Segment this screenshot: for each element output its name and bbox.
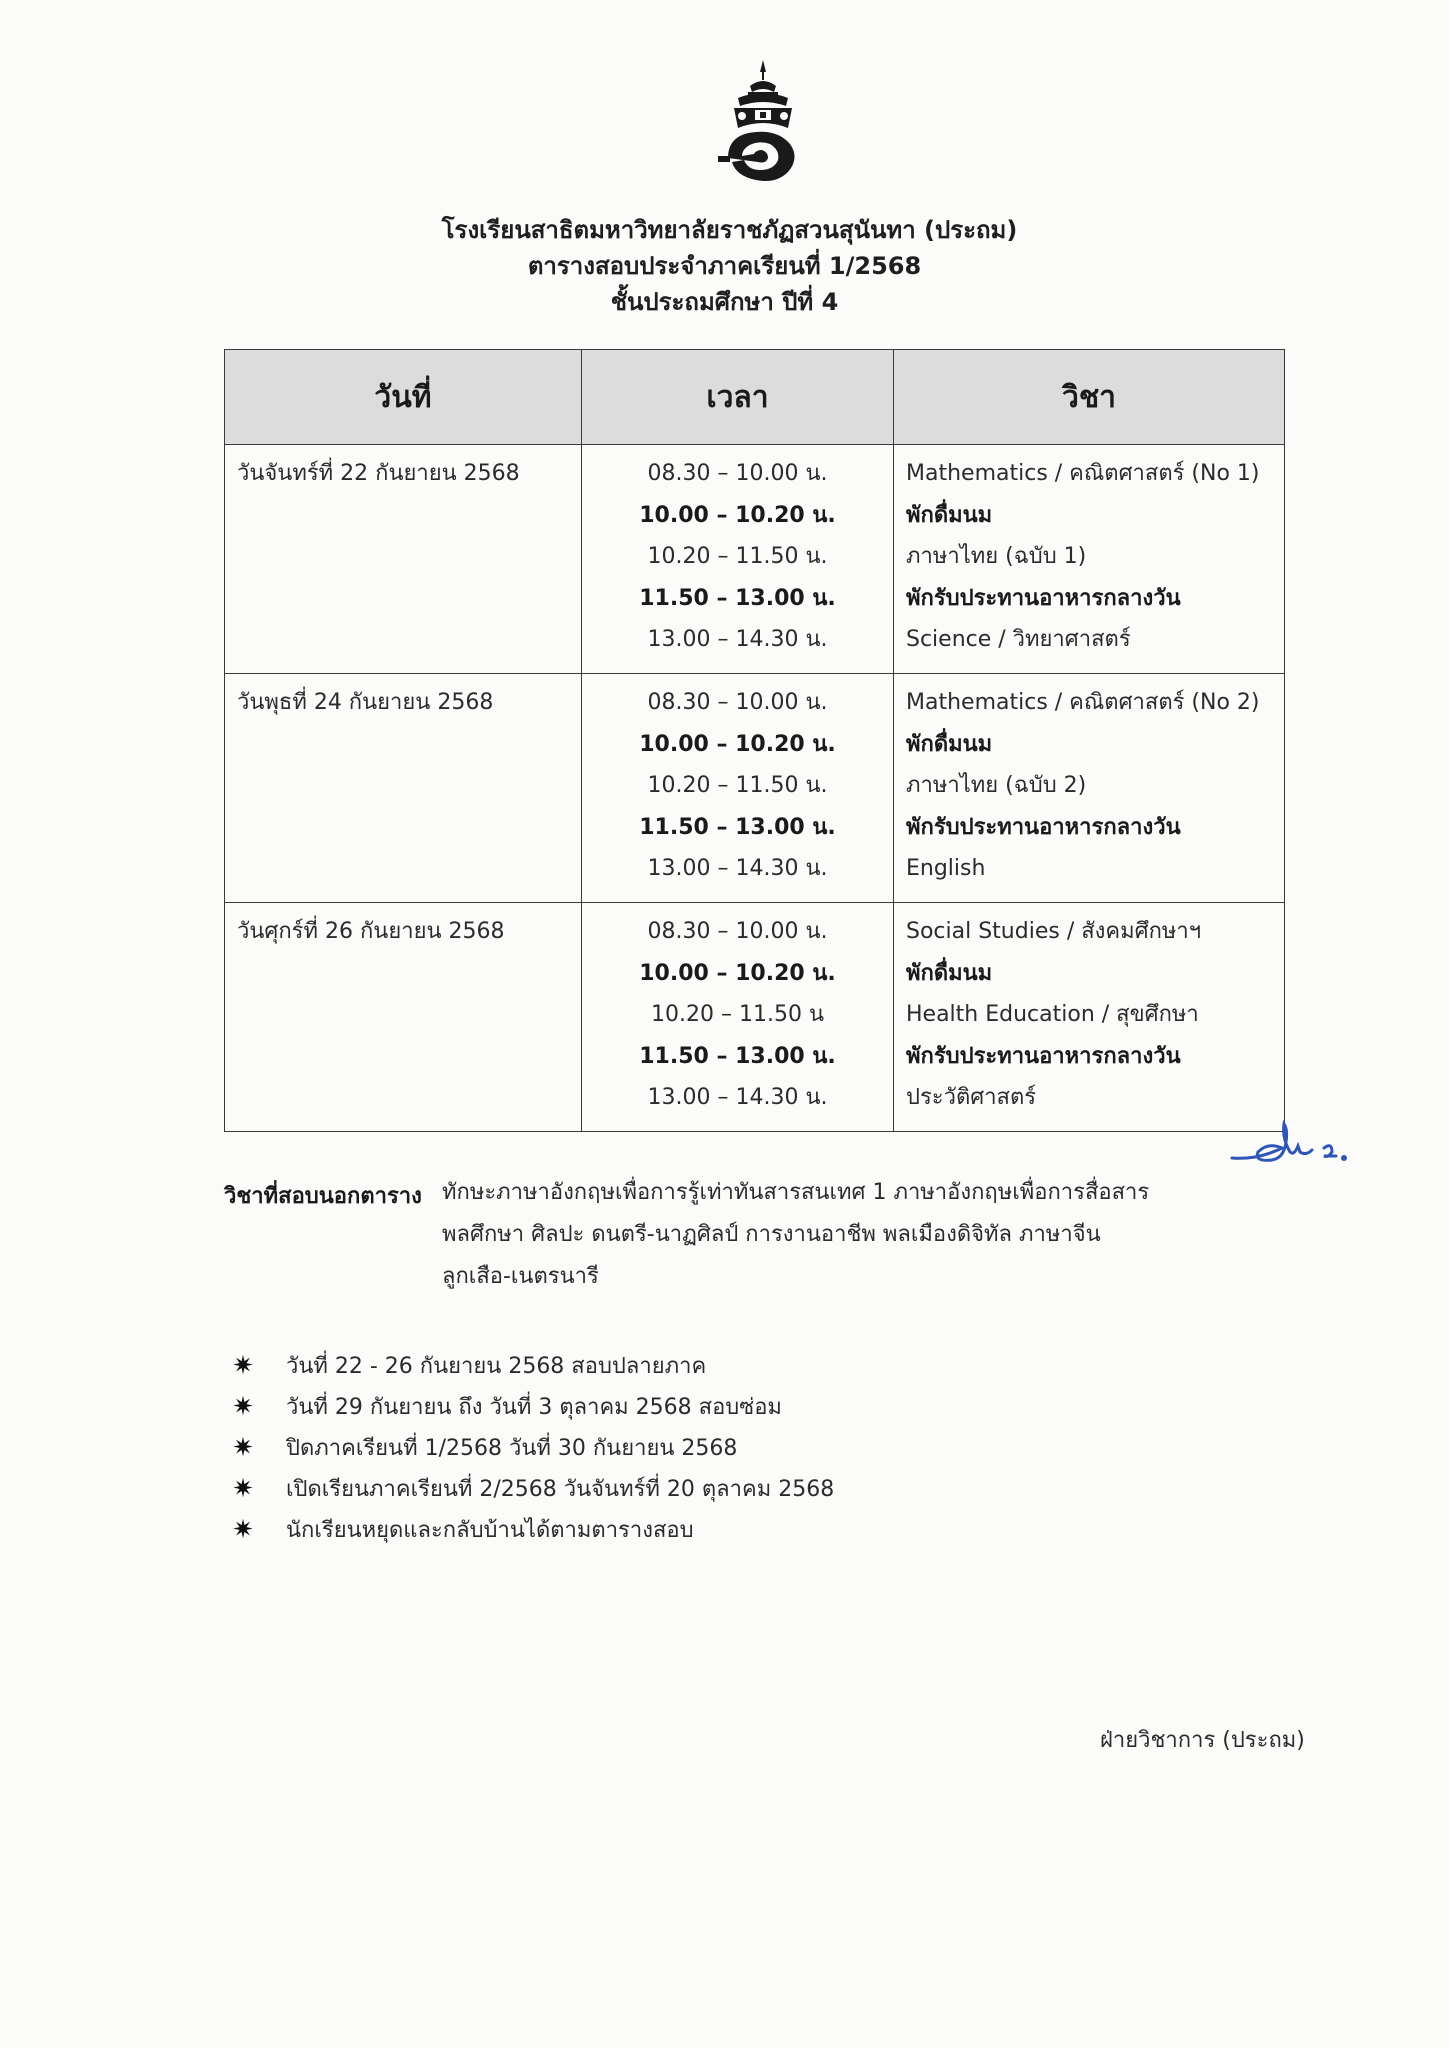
time-slot: 08.30 – 10.00 น.	[647, 919, 828, 944]
list-item	[228, 1387, 834, 1428]
note-text: วันที่ 22 - 26 กันยายน 2568 สอบปลายภาค	[286, 1354, 707, 1379]
table-header-row	[225, 350, 1285, 445]
time-slot: 10.20 – 11.50 น.	[647, 773, 828, 798]
list-item	[228, 1428, 834, 1469]
school-name: โรงเรียนสาธิตมหาวิทยาลัยราชภัฏสวนสุนันทา (ประถม)	[441, 216, 1018, 244]
subject: Health Education / สุขศึกษา	[906, 1002, 1199, 1027]
time-slot: 13.00 – 14.30 น.	[647, 856, 828, 881]
subject-cell	[894, 445, 1285, 674]
subject: ภาษาไทย (ฉบับ 1)	[906, 544, 1087, 569]
school-emblem-icon	[708, 58, 818, 198]
time-cell	[582, 674, 894, 903]
time-slot: 11.50 – 13.00 น.	[639, 814, 836, 840]
star-bullet-icon: ✷	[232, 1392, 254, 1422]
subject: Mathematics / คณิตศาสตร์ (No 2)	[906, 690, 1260, 715]
time-slot: 13.00 – 14.30 น.	[647, 627, 828, 652]
star-bullet-icon: ✷	[232, 1433, 254, 1463]
exam-schedule-table	[224, 349, 1285, 1132]
subject: English	[906, 856, 986, 881]
list-item	[228, 1510, 834, 1551]
time-slot: 11.50 – 13.00 น.	[639, 1043, 836, 1069]
time-slot: 10.00 – 10.20 น.	[639, 502, 836, 528]
list-item	[228, 1346, 834, 1387]
exam-date: วันศุกร์ที่ 26 กันยายน 2568	[225, 903, 582, 1132]
column-header-date: วันที่	[225, 350, 582, 445]
note-text: ปิดภาคเรียนที่ 1/2568 วันที่ 30 กันยายน 2568	[286, 1436, 738, 1461]
star-bullet-icon: ✷	[232, 1474, 254, 1504]
handwritten-signature	[1228, 1112, 1368, 1172]
time-slot: 10.20 – 11.50 น	[651, 1002, 824, 1027]
grade-level: ชั้นประถมศึกษา ปีที่ 4	[610, 288, 839, 316]
note-text: เปิดเรียนภาคเรียนที่ 2/2568 วันจันทร์ที่ 20 ตุลาคม 2568	[286, 1477, 835, 1502]
subject: Social Studies / สังคมศึกษาฯ	[906, 919, 1202, 944]
schedule-title: ตารางสอบประจำภาคเรียนที่ 1/2568	[527, 252, 922, 280]
table-row	[225, 445, 1285, 674]
table-row	[225, 903, 1285, 1132]
extra-subjects-line: ลูกเสือ-เนตรนารี	[442, 1264, 599, 1289]
time-slot: 10.20 – 11.50 น.	[647, 544, 828, 569]
subject: Science / วิทยาศาสตร์	[906, 627, 1131, 652]
break-label: พักดื่มนม	[906, 960, 993, 986]
extra-subjects-line: พลศึกษา ศิลปะ ดนตรี-นาฏศิลป์ การงานอาชีพ พลเมืองดิจิทัล ภาษาจีน	[442, 1222, 1101, 1247]
time-slot: 10.00 – 10.20 น.	[639, 960, 836, 986]
list-item	[228, 1469, 834, 1510]
exam-date: วันจันทร์ที่ 22 กันยายน 2568	[225, 445, 582, 674]
extra-subjects-line: ทักษะภาษาอังกฤษเพื่อการรู้เท่าทันสารสนเทศ 1 ภาษาอังกฤษเพื่อการสื่อสาร	[442, 1180, 1150, 1205]
time-slot: 08.30 – 10.00 น.	[647, 461, 828, 486]
column-header-subject: วิชา	[894, 350, 1285, 445]
notes-list	[228, 1346, 834, 1551]
time-cell	[582, 445, 894, 674]
subject: ภาษาไทย (ฉบับ 2)	[906, 773, 1087, 798]
time-slot: 11.50 – 13.00 น.	[639, 585, 836, 611]
document-header	[0, 212, 1449, 320]
subject-cell	[894, 674, 1285, 903]
break-label: พักดื่มนม	[906, 731, 993, 757]
note-text: นักเรียนหยุดและกลับบ้านได้ตามตารางสอบ	[286, 1518, 694, 1543]
subject: Mathematics / คณิตศาสตร์ (No 1)	[906, 461, 1260, 486]
star-bullet-icon: ✷	[232, 1351, 254, 1381]
time-cell	[582, 903, 894, 1132]
time-slot: 08.30 – 10.00 น.	[647, 690, 828, 715]
exam-date: วันพุธที่ 24 กันยายน 2568	[225, 674, 582, 903]
subject-cell	[894, 903, 1285, 1132]
department-name: ฝ่ายวิชาการ (ประถม)	[1100, 1728, 1305, 1753]
break-label: พักดื่มนม	[906, 502, 993, 528]
subject: ประวัติศาสตร์	[906, 1085, 1037, 1110]
note-text: วันที่ 29 กันยายน ถึง วันที่ 3 ตุลาคม 2568 สอบซ่อม	[286, 1395, 782, 1420]
time-slot: 13.00 – 14.30 น.	[647, 1085, 828, 1110]
break-label: พักรับประทานอาหารกลางวัน	[906, 814, 1181, 840]
extra-subjects-label: วิชาที่สอบนอกตาราง	[224, 1184, 422, 1209]
time-slot: 10.00 – 10.20 น.	[639, 731, 836, 757]
break-label: พักรับประทานอาหารกลางวัน	[906, 585, 1181, 611]
table-row	[225, 674, 1285, 903]
column-header-time: เวลา	[582, 350, 894, 445]
break-label: พักรับประทานอาหารกลางวัน	[906, 1043, 1181, 1069]
star-bullet-icon: ✷	[232, 1515, 254, 1545]
